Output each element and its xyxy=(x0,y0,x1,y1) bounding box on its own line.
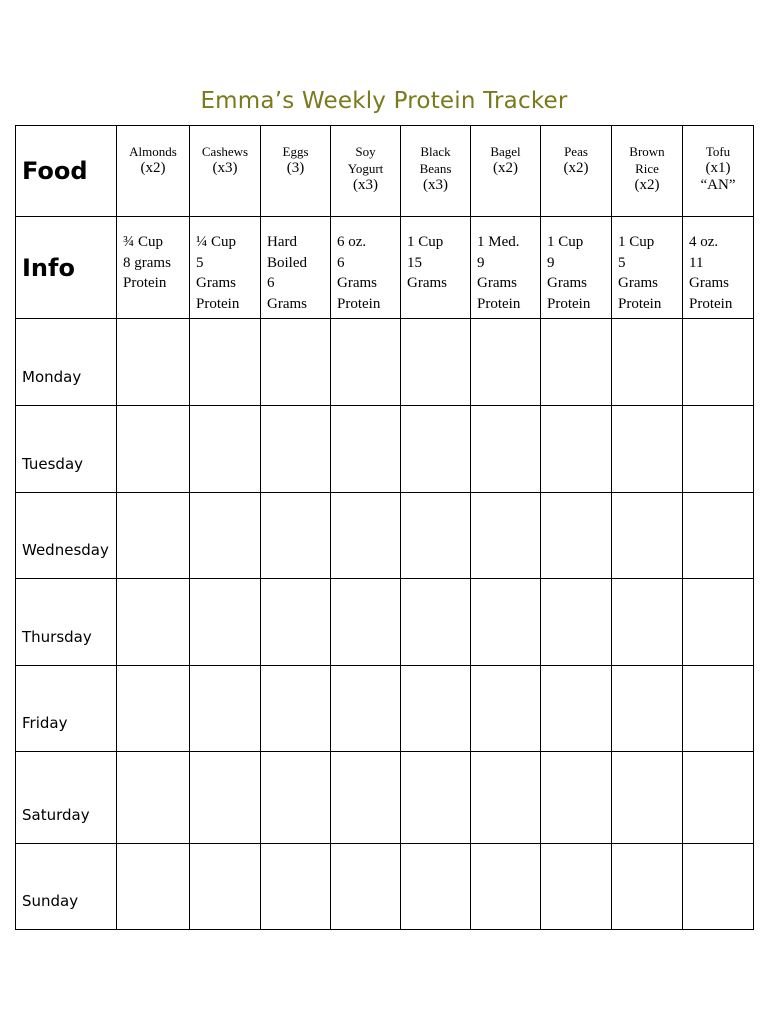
food-header-cell xyxy=(401,126,471,217)
food-name: Black Beans xyxy=(419,144,452,176)
tracking-cell[interactable] xyxy=(401,666,471,752)
food-info-cell: 1 Med. 9 Grams Protein xyxy=(471,217,541,319)
tracking-cell[interactable] xyxy=(117,493,190,579)
food-info-cell: 1 Cup 9 Grams Protein xyxy=(541,217,612,319)
tracking-cell[interactable] xyxy=(117,579,190,666)
info-row xyxy=(16,217,754,319)
food-name: Peas xyxy=(564,144,588,159)
day-row xyxy=(16,493,754,579)
day-row xyxy=(16,579,754,666)
tracking-cell[interactable] xyxy=(261,319,331,406)
tracking-cell[interactable] xyxy=(261,579,331,666)
food-name: Bagel xyxy=(490,144,521,159)
tracking-cell[interactable] xyxy=(331,752,401,844)
tracking-cell[interactable] xyxy=(190,752,261,844)
tracking-cell[interactable] xyxy=(683,493,754,579)
day-label: Sunday xyxy=(16,844,117,930)
tracking-cell[interactable] xyxy=(471,319,541,406)
food-quantity: (x3) xyxy=(423,177,448,193)
tracking-cell[interactable] xyxy=(190,579,261,666)
tracking-cell[interactable] xyxy=(190,406,261,493)
tracking-cell[interactable] xyxy=(190,844,261,930)
food-header-cell xyxy=(190,126,261,217)
tracking-cell[interactable] xyxy=(541,752,612,844)
day-label: Thursday xyxy=(16,579,117,666)
tracking-cell[interactable] xyxy=(541,406,612,493)
food-header-cell xyxy=(612,126,683,217)
tracking-cell[interactable] xyxy=(612,666,683,752)
info-label: Info xyxy=(16,217,117,319)
food-info-cell: 1 Cup 5 Grams Protein xyxy=(612,217,683,319)
tracking-cell[interactable] xyxy=(261,493,331,579)
day-row xyxy=(16,752,754,844)
tracking-cell[interactable] xyxy=(471,666,541,752)
tracking-cell[interactable] xyxy=(471,844,541,930)
tracking-cell[interactable] xyxy=(261,666,331,752)
tracking-cell[interactable] xyxy=(190,493,261,579)
tracking-cell[interactable] xyxy=(331,406,401,493)
food-quantity: (x1) “AN” xyxy=(700,160,736,193)
food-header-cell xyxy=(117,126,190,217)
tracking-cell[interactable] xyxy=(117,844,190,930)
tracking-cell[interactable] xyxy=(471,493,541,579)
tracking-cell[interactable] xyxy=(541,844,612,930)
tracking-cell[interactable] xyxy=(612,752,683,844)
tracking-cell[interactable] xyxy=(117,752,190,844)
food-info-cell: 4 oz. 11 Grams Protein xyxy=(683,217,754,319)
tracking-cell[interactable] xyxy=(401,752,471,844)
food-info-cell: ¼ Cup 5 Grams Protein xyxy=(190,217,261,319)
food-name: Cashews xyxy=(201,144,249,159)
tracking-cell[interactable] xyxy=(683,844,754,930)
food-quantity: (x2) xyxy=(563,160,589,176)
tracking-cell[interactable] xyxy=(683,666,754,752)
food-quantity: (x3) xyxy=(353,177,378,193)
tracking-cell[interactable] xyxy=(612,319,683,406)
day-label: Tuesday xyxy=(16,406,117,493)
tracking-cell[interactable] xyxy=(401,844,471,930)
tracking-cell[interactable] xyxy=(331,579,401,666)
food-quantity: (x2) xyxy=(140,160,166,176)
tracking-cell[interactable] xyxy=(117,319,190,406)
tracking-cell[interactable] xyxy=(541,579,612,666)
food-name: Eggs xyxy=(282,144,309,159)
tracking-cell[interactable] xyxy=(261,844,331,930)
tracking-cell[interactable] xyxy=(331,319,401,406)
tracking-cell[interactable] xyxy=(261,752,331,844)
tracking-cell[interactable] xyxy=(541,493,612,579)
tracking-cell[interactable] xyxy=(401,493,471,579)
tracking-cell[interactable] xyxy=(401,319,471,406)
food-name: Tofu xyxy=(705,144,731,159)
food-label: Food xyxy=(16,126,117,217)
tracking-cell[interactable] xyxy=(471,406,541,493)
tracking-cell[interactable] xyxy=(683,406,754,493)
day-label: Wednesday xyxy=(16,493,117,579)
tracking-cell[interactable] xyxy=(683,319,754,406)
day-label: Monday xyxy=(16,319,117,406)
food-name: Brown Rice xyxy=(629,144,665,176)
day-row xyxy=(16,666,754,752)
tracking-cell[interactable] xyxy=(683,579,754,666)
food-info-cell: ¾ Cup 8 grams Protein xyxy=(117,217,190,319)
food-info-cell: Hard Boiled 6 Grams xyxy=(261,217,331,319)
food-info-cell: 1 Cup 15 Grams xyxy=(401,217,471,319)
tracking-cell[interactable] xyxy=(331,666,401,752)
tracking-cell[interactable] xyxy=(331,493,401,579)
food-header-cell xyxy=(261,126,331,217)
tracking-cell[interactable] xyxy=(612,844,683,930)
food-header-cell xyxy=(471,126,541,217)
tracking-cell[interactable] xyxy=(541,319,612,406)
tracking-cell[interactable] xyxy=(190,666,261,752)
food-header-cell xyxy=(541,126,612,217)
tracking-cell[interactable] xyxy=(612,493,683,579)
tracking-cell[interactable] xyxy=(117,666,190,752)
tracking-cell[interactable] xyxy=(612,406,683,493)
food-name: Soy Yogurt xyxy=(347,144,384,176)
page-title: Emma’s Weekly Protein Tracker xyxy=(200,88,568,114)
day-row xyxy=(16,844,754,930)
food-header-cell xyxy=(331,126,401,217)
tracking-cell[interactable] xyxy=(401,579,471,666)
food-header-cell xyxy=(683,126,754,217)
food-row xyxy=(16,126,754,217)
tracking-cell[interactable] xyxy=(190,319,261,406)
tracking-cell[interactable] xyxy=(612,579,683,666)
day-label: Friday xyxy=(16,666,117,752)
food-quantity: (x2) xyxy=(493,160,518,176)
day-row xyxy=(16,319,754,406)
tracking-cell[interactable] xyxy=(683,752,754,844)
tracking-cell[interactable] xyxy=(261,406,331,493)
tracking-cell[interactable] xyxy=(471,579,541,666)
food-quantity: (x2) xyxy=(634,177,660,193)
food-quantity: (x3) xyxy=(212,160,238,176)
protein-tracker-table xyxy=(15,125,754,930)
tracking-cell[interactable] xyxy=(541,666,612,752)
food-quantity: (3) xyxy=(286,160,305,176)
food-name: Almonds xyxy=(129,144,177,159)
tracking-cell[interactable] xyxy=(117,406,190,493)
tracking-cell[interactable] xyxy=(331,844,401,930)
tracking-cell[interactable] xyxy=(401,406,471,493)
day-label: Saturday xyxy=(16,752,117,844)
day-row xyxy=(16,406,754,493)
food-info-cell: 6 oz. 6 Grams Protein xyxy=(331,217,401,319)
tracking-cell[interactable] xyxy=(471,752,541,844)
